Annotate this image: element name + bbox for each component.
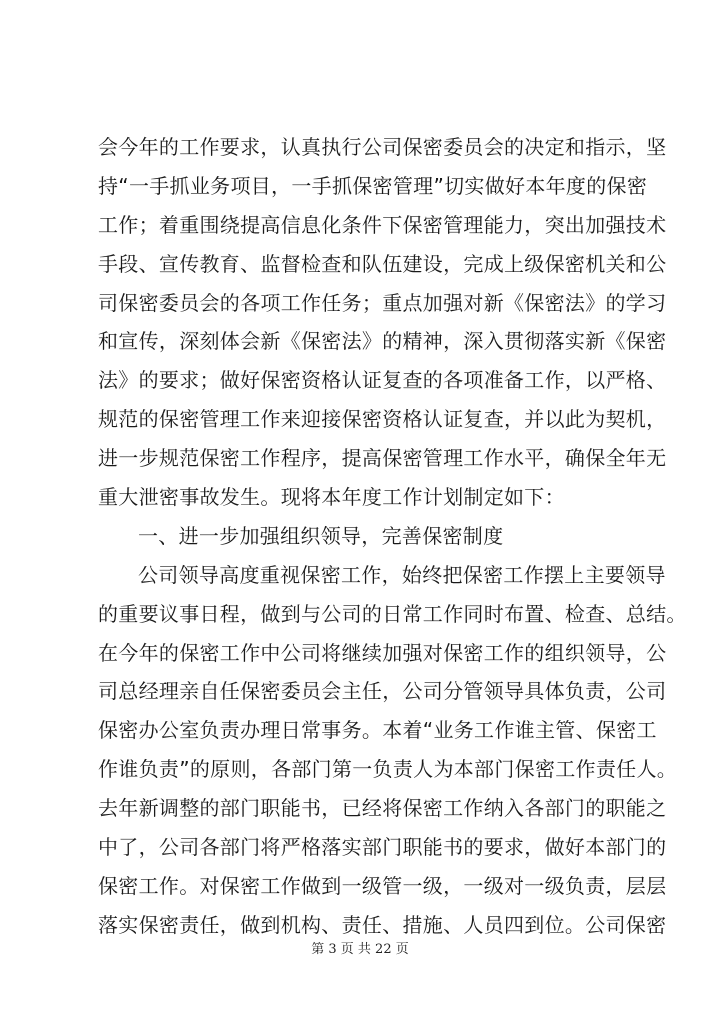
text-line-15: 司总经理亲自任保密委员会主任，公司分管领导具体负责，公司 (98, 679, 667, 704)
text-line-21: 落实保密责任，做到机构、责任、措施、人员四到位。公司保密 (98, 912, 667, 937)
text-line-10: 重大泄密事故发生。现将本年度工作计划制定如下： (98, 485, 565, 510)
text-line-14: 在今年的保密工作中公司将继续加强对保密工作的组织领导，公 (98, 640, 667, 665)
text-line-6: 和宣传，深刻体会新《保密法》的精神，深入贯彻落实新《保密 (98, 329, 667, 354)
text-line-4: 手段、宣传教育、监督检查和队伍建设，完成上级保密机关和公 (98, 251, 667, 276)
text-line-12: 公司领导高度重视保密工作，始终把保密工作摆上主要领导 (138, 562, 666, 587)
text-line-5: 司保密委员会的各项工作任务；重点加强对新《保密法》的学习 (98, 290, 667, 315)
document-body (98, 128, 687, 945)
text-line-16: 保密办公室负责办理日常事务。本着“业务工作谁主管、保密工 (98, 718, 657, 743)
text-line-20: 保密工作。对保密工作做到一级管一级，一级对一级负责，层层 (98, 873, 667, 898)
page-number-footer: 第 3 页 共 22 页 (311, 942, 409, 957)
text-line-7: 法》的要求；做好保密资格认证复查的各项准备工作，以严格、 (98, 368, 667, 393)
section-heading: 一、进一步加强组织领导，完善保密制度 (138, 523, 504, 548)
text-line-2: 持“一手抓业务项目，一手抓保密管理”切实做好本年度的保密 (98, 173, 648, 198)
text-line-9: 进一步规范保密工作程序，提高保密管理工作水平，确保全年无 (98, 446, 667, 471)
text-line-19: 中了，公司各部门将严格落实部门职能书的要求，做好本部门的 (98, 835, 667, 860)
text-line-3: 工作；着重围绕提高信息化条件下保密管理能力，突出加强技术 (98, 212, 667, 237)
text-line-18: 去年新调整的部门职能书，已经将保密工作纳入各部门的职能之 (98, 796, 667, 821)
text-line-8: 规范的保密管理工作来迎接保密资格认证复查，并以此为契机， (98, 407, 667, 432)
text-line-17: 作谁负责”的原则，各部门第一负责人为本部门保密工作责任人。 (98, 757, 678, 782)
text-line-13: 的重要议事日程，做到与公司的日常工作同时布置、检查、总结。 (98, 601, 687, 626)
text-line-1: 会今年的工作要求，认真执行公司保密委员会的决定和指示，坚 (98, 135, 667, 159)
